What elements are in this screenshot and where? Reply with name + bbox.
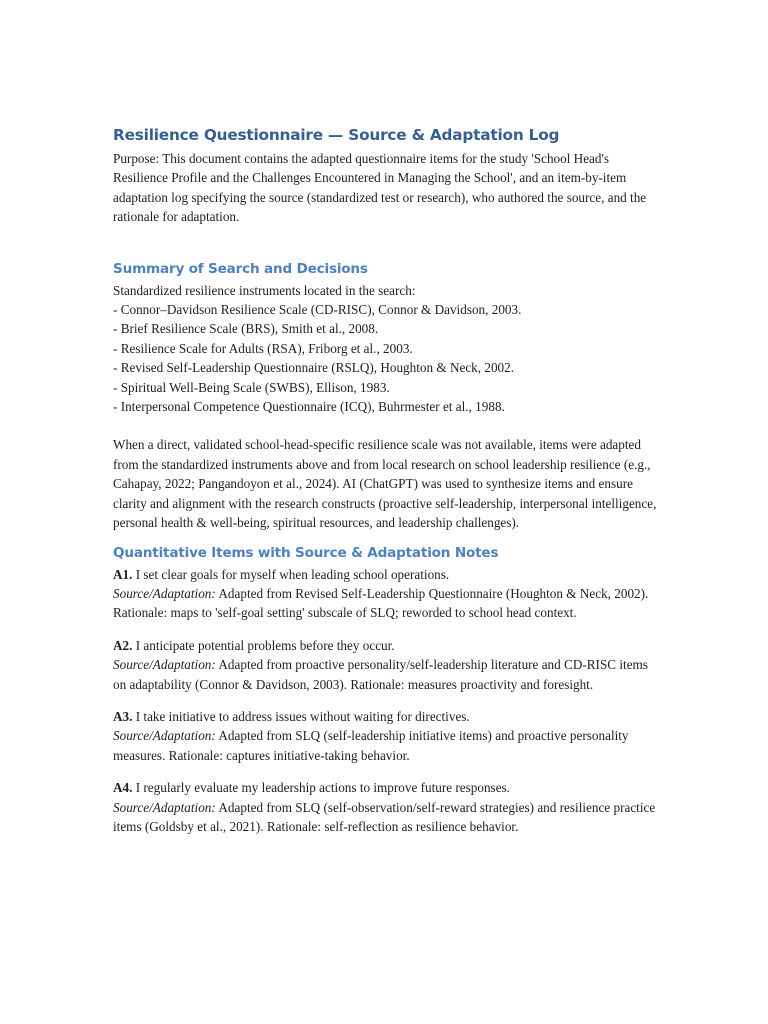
item-id: A3. bbox=[113, 708, 133, 724]
document-title: Resilience Questionnaire — Source & Adaptation Log bbox=[113, 126, 560, 144]
item-statement-line bbox=[113, 707, 658, 726]
source-label: Source/Adaptation: bbox=[113, 799, 216, 815]
source-label: Source/Adaptation: bbox=[113, 728, 216, 744]
item-statement-line bbox=[113, 565, 658, 584]
item-statement: I regularly evaluate my leadership actions to improve future responses. bbox=[135, 780, 510, 796]
questionnaire-item bbox=[113, 565, 658, 623]
quantitative-heading: Quantitative Items with Source & Adaptation Notes bbox=[113, 544, 499, 561]
item-source: Adapted from SLQ (self-leadership initiative items) and proactive personality measures. Rationale: captures initiative-taking behavior. bbox=[113, 728, 629, 763]
summary-heading: Summary of Search and Decisions bbox=[113, 260, 368, 277]
instrument-intro: Standardized resilience instruments located in the search: bbox=[113, 282, 416, 298]
item-statement: I set clear goals for myself when leading school operations. bbox=[135, 566, 450, 582]
item-source-line bbox=[113, 584, 658, 623]
item-statement-line bbox=[113, 636, 658, 655]
instrument-list bbox=[113, 281, 658, 417]
questionnaire-item bbox=[113, 636, 658, 694]
adaptation-paragraph: When a direct, validated school-head-specific resilience scale was not available, items were adapted from the standardized instruments above and from local research on school leadership resilience (e.g., Cahapay, 2022; Pangandoyon et al., 2024). AI (ChatGPT) was used to synthesize items and ensure clarity and alignment with the research constructs (proactive self-leadership, interpersonal intelligence, personal health & well-being, spiritual resources, and leadership challenges). bbox=[113, 437, 657, 531]
document-page bbox=[113, 124, 658, 849]
instrument-item: - Revised Self-Leadership Questionnaire (RSLQ), Houghton & Neck, 2002. bbox=[113, 360, 515, 376]
item-id: A1. bbox=[113, 566, 133, 582]
item-source: Adapted from SLQ (self-observation/self-reward strategies) and resilience practice items (Goldsby et al., 2021). Rationale: self-reflection as resilience behavior. bbox=[113, 799, 656, 834]
item-source: Adapted from Revised Self-Leadership Questionnaire (Houghton & Neck, 2002). Rationale: maps to 'self-goal setting' subscale of SLQ; reworded to school head context. bbox=[113, 585, 649, 621]
item-statement-line bbox=[113, 778, 658, 797]
instrument-item: - Brief Resilience Scale (BRS), Smith et al., 2008. bbox=[113, 321, 379, 337]
questionnaire-item bbox=[113, 778, 658, 836]
item-statement: I anticipate potential problems before they occur. bbox=[135, 637, 395, 653]
source-label: Source/Adaptation: bbox=[113, 657, 216, 673]
instrument-item: - Spiritual Well-Being Scale (SWBS), Ellison, 1983. bbox=[113, 379, 390, 395]
item-statement: I take initiative to address issues without waiting for directives. bbox=[135, 708, 470, 724]
purpose-paragraph: Purpose: This document contains the adapted questionnaire items for the study 'School Head's Resilience Profile and the Challenges Encountered in Managing the School', and an item-by-item adaptation log specifying the source (standardized test or research), who authored the source, and the rationale for adaptation. bbox=[113, 151, 647, 225]
item-source: Adapted from proactive personality/self-leadership literature and CD-RISC items on adaptability (Connor & Davidson, 2003). Rationale: measures proactivity and foresight. bbox=[113, 657, 648, 692]
instrument-item: - Interpersonal Competence Questionnaire (ICQ), Buhrmester et al., 1988. bbox=[113, 399, 505, 415]
instrument-item: - Resilience Scale for Adults (RSA), Friborg et al., 2003. bbox=[113, 340, 413, 356]
item-source-line bbox=[113, 726, 658, 765]
source-label: Source/Adaptation: bbox=[113, 585, 216, 601]
item-source-line bbox=[113, 798, 658, 837]
item-id: A2. bbox=[113, 637, 133, 653]
questionnaire-item bbox=[113, 707, 658, 765]
item-id: A4. bbox=[113, 780, 133, 796]
item-source-line bbox=[113, 655, 658, 694]
instrument-item: - Connor–Davidson Resilience Scale (CD-RISC), Connor & Davidson, 2003. bbox=[113, 302, 522, 318]
